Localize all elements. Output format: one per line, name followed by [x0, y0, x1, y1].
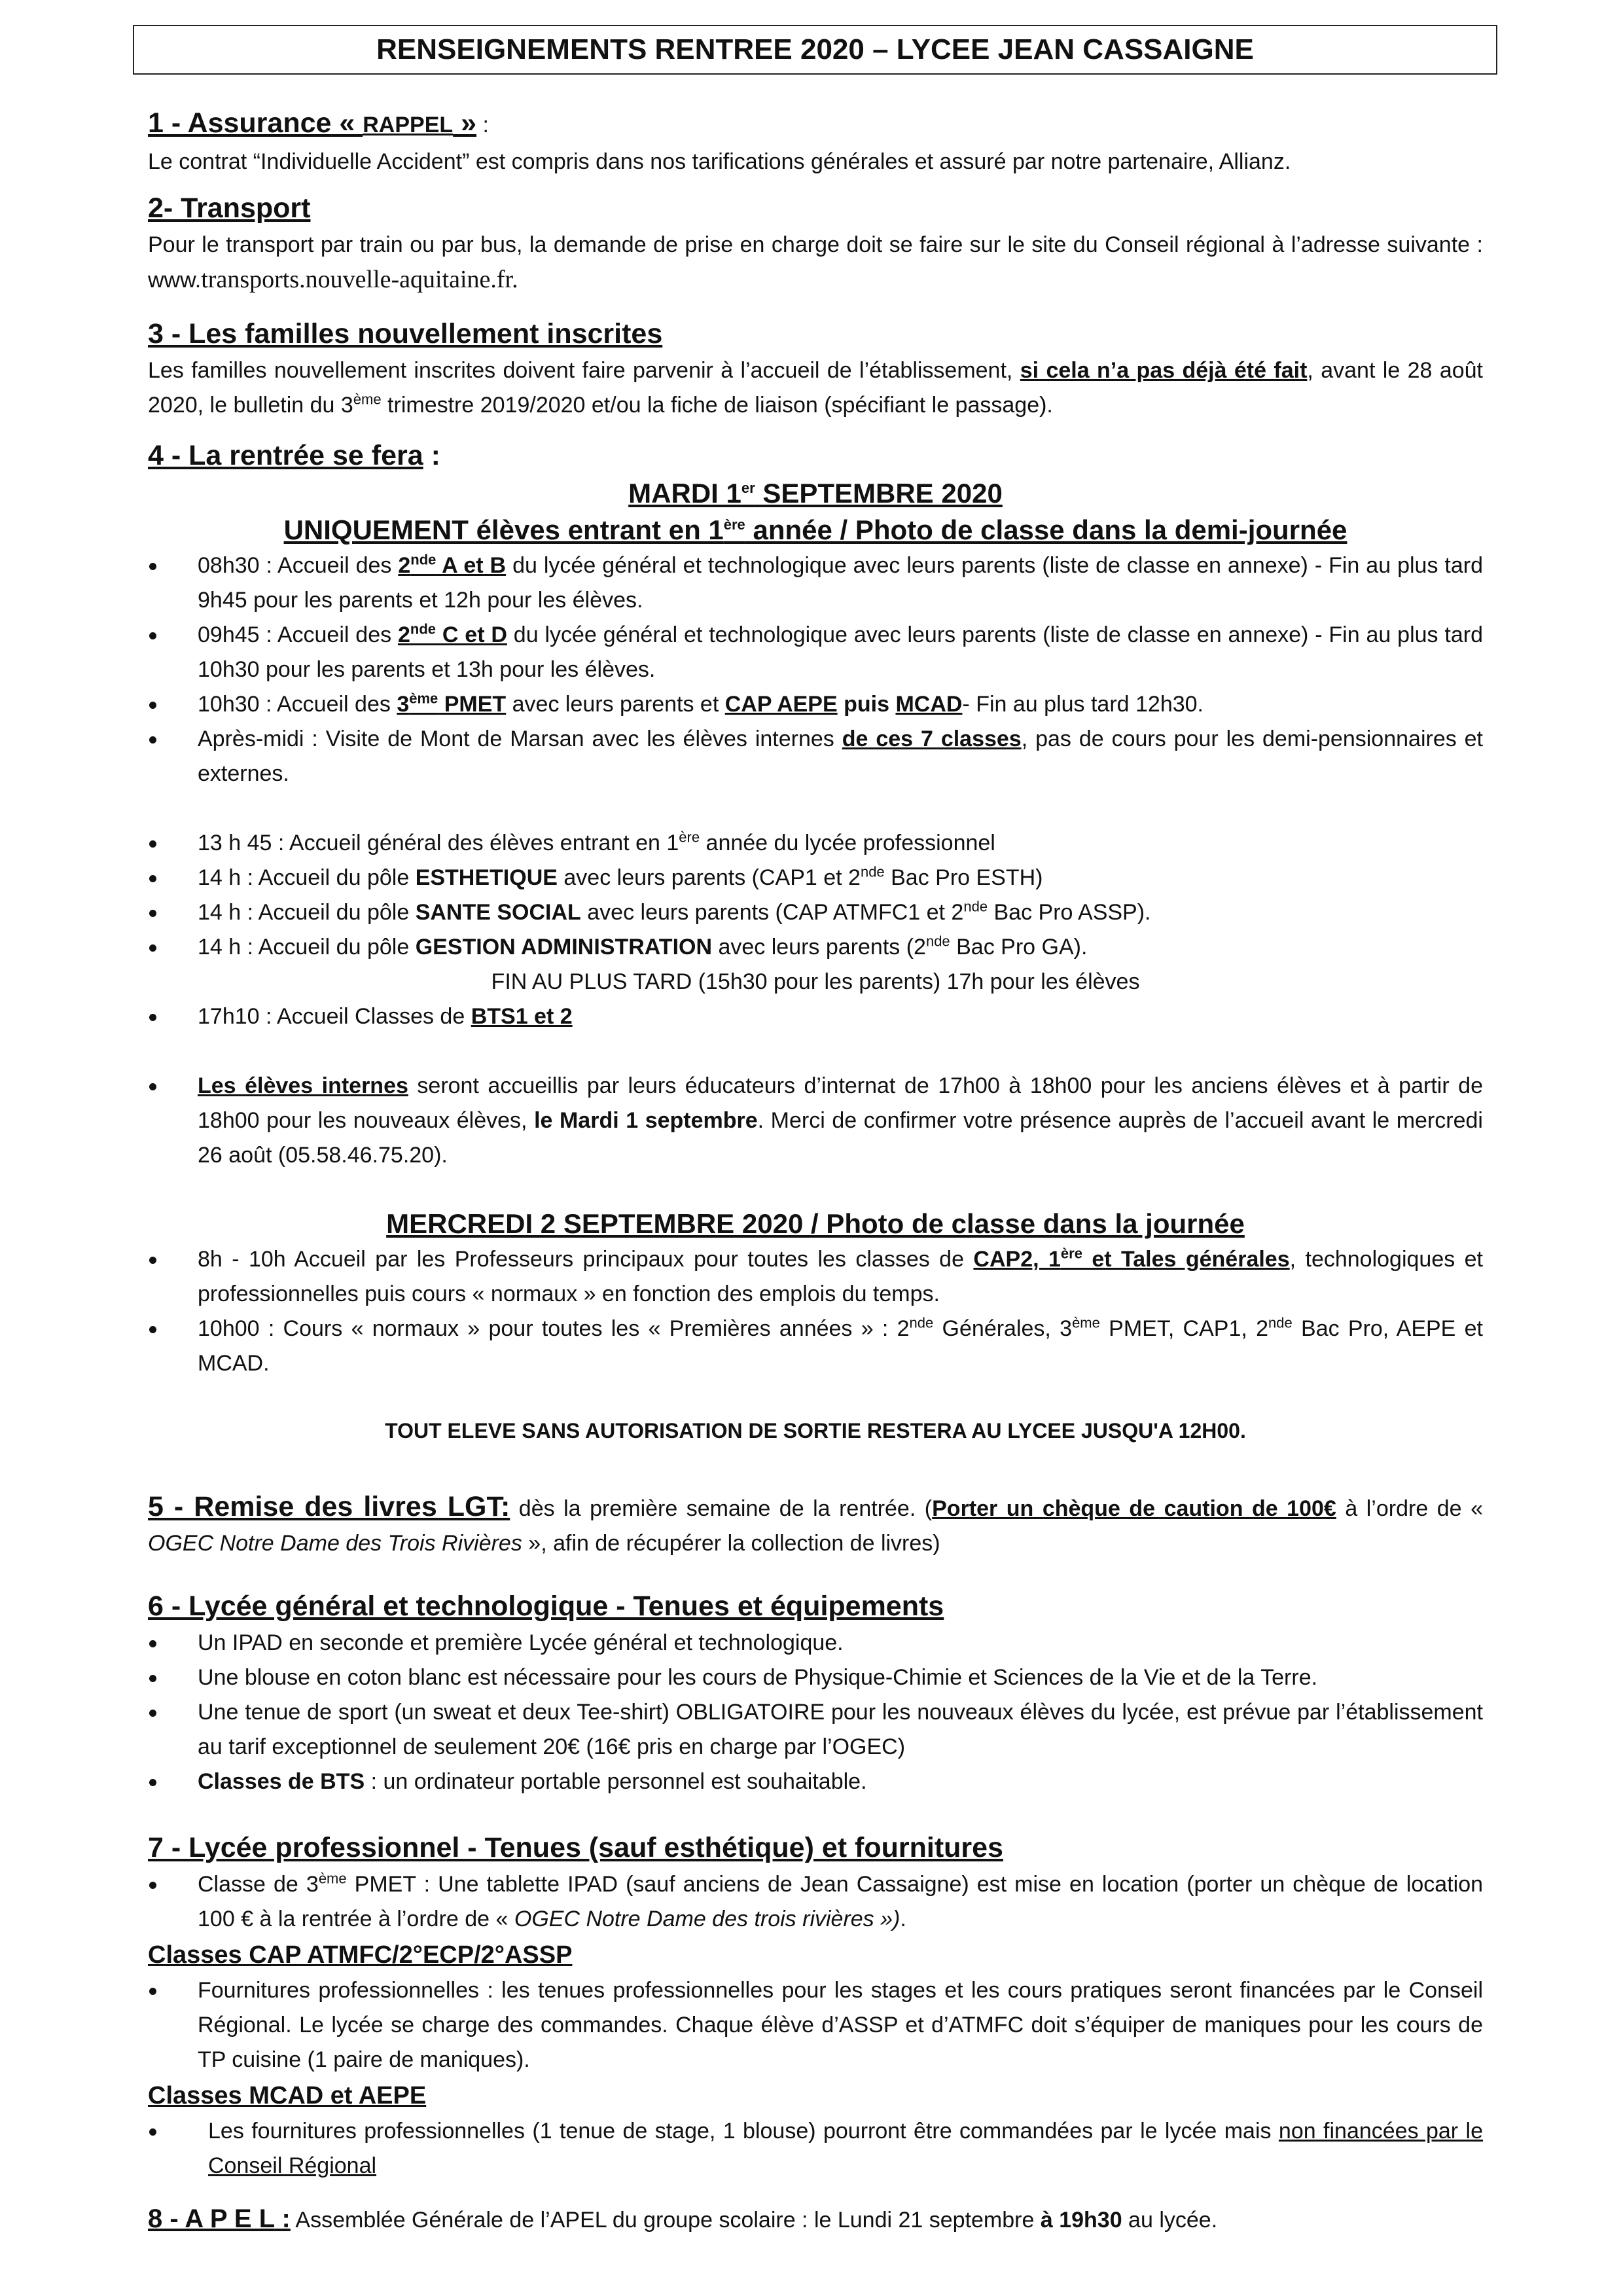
bullet-icon: [149, 910, 156, 917]
bullet-icon: [149, 840, 156, 848]
section-assurance: 1 - Assurance « RAPPEL » : Le contrat “Individuelle Accident” est compris dans nos tarifications générales et assuré par notre partenaire, Allianz.: [148, 103, 1483, 179]
section-rentree: 4 - La rentrée se fera : MARDI 1er SEPTEMBRE 2020 UNIQUEMENT élèves entrant en 1ère année / Photo de classe dans la demi-journée 08h30 : Accueil des 2nde A et B du lycée général et technologique avec leurs parents (liste de classe en annexe) - Fin au plus tard 9h45 pour les parents et 12h pour les élèves. 09h45 : Accueil des 2nde C et D du lycée général et technologique avec leurs parents (liste de classe en annexe) - Fin au plus tard 10h30 pour les parents et 13h pour les élèves. 10h30 : Accueil des 3ème PMET avec leurs parents et CAP AEPE puis MCAD- Fin au plus tard 12h30. Après-midi : Visite de Mont de Marsan avec les élèves internes de ces 7 classes, pas de cours pour les demi-pensionnaires et externes. 13 h 45 : Accueil général des élèves entrant en 1ère année du lycée professionnel 14 h : Accueil du pôle ESTHETIQUE avec leurs parents (CAP1 et 2nde Bac Pro ESTH) 14 h : Accueil du pôle SANTE SOCIAL avec leurs parents (CAP ATMFC1 et 2nde Bac Pro ASSP). 14 h : Accueil du pôle GESTION ADMINISTRATION avec leurs parents (2nde Bac Pro GA). FIN AU PLUS TARD (15h30 pour les parents) 17h pour les élèves 17h10 : Accueil Classes de BTS1 et 2 Les élèves internes seront accueillis par leurs éducateurs d’internat de 17h00 à 18h00 pour les anciens élèves et à partir de 18h00 pour les nouveaux élèves, le Mardi 1 septembre. Merci de confirmer votre présence auprès de l’accueil avant le mercredi 26 août (05.58.46.75.20). MERCREDI 2 SEPTEMBRE 2020 / Photo de classe dans la journée 8h - 10h Accueil par les Professeurs principaux pour toutes les classes de CAP2, 1ère et Tales générales, technologiques et professionnelles puis cours « normaux » en fonction des emplois du temps. 10h00 : Cours « normaux » pour toutes les « Premières années » : 2nde Générales, 3ème PMET, CAP1, 2nde Bac Pro, AEPE et MCAD. TOUT ELEVE SANS AUTORISATION DE SORTIE RESTERA AU LYCEE JUSQU'A 12H00.: [148, 436, 1483, 1448]
rappel-label: RAPPEL: [363, 113, 454, 137]
section-heading: 3 - Les familles nouvellement inscrites: [148, 318, 663, 350]
list-item: 10h30 : Accueil des 3ème PMET avec leurs parents et CAP AEPE puis MCAD- Fin au plus tard 12h30.: [148, 687, 1483, 722]
list-item: Une tenue de sport (un sweat et deux Tee-shirt) OBLIGATOIRE pour les nouveaux élèves du lycée, est prévue par l’établissement au tarif exceptionnel de seulement 20€ (16€ pris en charge par l’OGEC): [148, 1695, 1483, 1765]
list-item: 08h30 : Accueil des 2nde A et B du lycée général et technologique avec leurs parents (liste de classe en annexe) - Fin au plus tard 9h45 pour les parents et 12h pour les élèves.: [148, 548, 1483, 618]
mcad-list: [148, 2114, 1483, 2183]
section-apel: 8 - A P E L : Assemblée Générale de l’APEL du groupe scolaire : le Lundi 21 septembre à 19h30 au lycée.: [148, 2204, 1218, 2233]
section-lgt-equipment: [148, 1587, 1483, 1799]
fin-au-plus-tard: FIN AU PLUS TARD (15h30 pour les parents) 17h pour les élèves: [491, 969, 1140, 994]
bullet-icon: [149, 1988, 156, 1995]
bts-list: [148, 999, 1483, 1034]
section-heading: 4 - La rentrée se fera: [148, 440, 423, 471]
list-item: 8h - 10h Accueil par les Professeurs principaux pour toutes les classes de CAP2, 1ère et Tales générales, technologiques et professionnelles puis cours « normaux » en fonction des emplois du temps.: [148, 1242, 1483, 1312]
list-item: 14 h : Accueil du pôle SANTE SOCIAL avec leurs parents (CAP ATMFC1 et 2nde Bac Pro ASSP).: [148, 895, 1483, 930]
cap-list: [148, 1973, 1483, 2077]
list-item: Les fournitures professionnelles (1 tenue de stage, 1 blouse) pourront être commandées par le lycée mais non financées par le Conseil Régional: [148, 2114, 1483, 2183]
bullet-icon: [149, 1882, 156, 1889]
page-title: RENSEIGNEMENTS RENTREE 2020 – LYCEE JEAN CASSAIGNE: [133, 25, 1497, 75]
section-heading: 8 - A P E L: [148, 2204, 275, 2233]
list-item: Classe de 3ème PMET : Une tablette IPAD (sauf anciens de Jean Cassaigne) est mise en location (porter un chèque de location 100 € à la rentrée à l’ordre de « OGEC Notre Dame des trois rivières »).: [148, 1867, 1483, 1937]
transport-url: transports.nouvelle-aquitaine.fr.: [201, 266, 518, 293]
internes-list: [148, 1069, 1483, 1173]
bullet-icon: [149, 1326, 156, 1333]
bullet-icon: [149, 702, 156, 709]
lp-list: [148, 1867, 1483, 1937]
list-item: Les élèves internes seront accueillis par leurs éducateurs d’internat de 17h00 à 18h00 pour les anciens élèves et à partir de 18h00 pour les nouveaux élèves, le Mardi 1 septembre. Merci de confirmer votre présence auprès de l’accueil avant le mercredi 26 août (05.58.46.75.20).: [148, 1069, 1483, 1173]
subheading-cap: Classes CAP ATMFC/2°ECP/2°ASSP: [148, 1941, 573, 1969]
bullet-icon: [149, 563, 156, 570]
bullet-icon: [149, 736, 156, 744]
section-transport: 2- Transport Pour le transport par train ou par bus, la demande de prise en charge doit se faire sur le site du Conseil régional à l’adresse suivante : www.transports.nouvelle-aquitaine.fr.: [148, 188, 1483, 298]
list-item: 14 h : Accueil du pôle ESTHETIQUE avec leurs parents (CAP1 et 2nde Bac Pro ESTH): [148, 861, 1483, 895]
day1-heading: MARDI 1er SEPTEMBRE 2020: [628, 478, 1003, 509]
list-item: Une blouse en coton blanc est nécessaire pour les cours de Physique-Chimie et Sciences de la Vie et de la Terre.: [148, 1660, 1483, 1695]
day2-heading: MERCREDI 2 SEPTEMBRE 2020 / Photo de classe dans la journée: [386, 1208, 1245, 1239]
list-item: 14 h : Accueil du pôle GESTION ADMINISTRATION avec leurs parents (2nde Bac Pro GA).: [148, 930, 1483, 965]
exit-notice: TOUT ELEVE SANS AUTORISATION DE SORTIE RESTERA AU LYCEE JUSQU'A 12H00.: [385, 1419, 1246, 1443]
list-item: 10h00 : Cours « normaux » pour toutes les « Premières années » : 2nde Générales, 3ème PMET, CAP1, 2nde Bac Pro, AEPE et MCAD.: [148, 1312, 1483, 1381]
section-heading: 1 - Assurance: [148, 107, 332, 139]
bullet-icon: [149, 1083, 156, 1090]
bullet-icon: [149, 944, 156, 952]
section-heading: 6 - Lycée général et technologique - Tenues et équipements: [148, 1590, 944, 1622]
section-text: Le contrat “Individuelle Accident” est compris dans nos tarifications générales et assuré par notre partenaire, Allianz.: [148, 149, 1291, 174]
bullet-icon: [149, 1640, 156, 1647]
list-item: Classes de BTS : un ordinateur portable personnel est souhaitable.: [148, 1765, 1483, 1799]
list-item: Après-midi : Visite de Mont de Marsan avec les élèves internes de ces 7 classes, pas de cours pour les demi-pensionnaires et externes.: [148, 722, 1483, 791]
section-heading: 5 - Remise des livres LGT:: [148, 1491, 510, 1522]
list-item: 17h10 : Accueil Classes de BTS1 et 2: [148, 999, 1483, 1034]
bullet-icon: [149, 875, 156, 882]
bullet-icon: [149, 2128, 156, 2136]
list-item: 13 h 45 : Accueil général des élèves entrant en 1ère année du lycée professionnel: [148, 826, 1483, 861]
section-livres: 5 - Remise des livres LGT: dès la première semaine de la rentrée. (Porter un chèque de caution de 100€ à l’ordre de « OGEC Notre Dame des Trois Rivières », afin de récupérer la collection de livres): [148, 1491, 1483, 1556]
section-lp-equipment: [148, 1828, 1483, 2183]
section-heading: 7 - Lycée professionnel - Tenues (sauf esthétique) et fournitures: [148, 1832, 1003, 1863]
day2-list: [148, 1242, 1483, 1381]
bullet-icon: [149, 1014, 156, 1021]
list-item: Un IPAD en seconde et première Lycée général et technologique.: [148, 1626, 1483, 1660]
day1-subheading: UNIQUEMENT élèves entrant en 1ère année / Photo de classe dans la demi-journée: [283, 514, 1347, 545]
list-item: Fournitures professionnelles : les tenues professionnelles pour les stages et les cours pratiques seront financées par le Conseil Régional. Le lycée se charge des commandes. Chaque élève d’ASSP et d’ATMFC doit s’équiper de maniques pour les cours de TP cuisine (1 paire de maniques).: [148, 1973, 1483, 2077]
bullet-icon: [149, 1779, 156, 1786]
section-heading: 2- Transport: [148, 192, 311, 224]
day1-list: [148, 548, 1483, 791]
lgt-list: [148, 1626, 1483, 1799]
afternoon-list: [148, 826, 1483, 965]
list-item: 09h45 : Accueil des 2nde C et D du lycée général et technologique avec leurs parents (liste de classe en annexe) - Fin au plus tard 10h30 pour les parents et 13h pour les élèves.: [148, 618, 1483, 687]
bullet-icon: [149, 1675, 156, 1682]
section-new-families: 3 - Les familles nouvellement inscrites Les familles nouvellement inscrites doivent faire parvenir à l’accueil de l’établissement, si cela n’a pas déjà été fait, avant le 28 août 2020, le bulletin du 3ème trimestre 2019/2020 et/ou la fiche de liaison (spécifiant le passage).: [148, 314, 1483, 423]
subheading-mcad: Classes MCAD et AEPE: [148, 2082, 427, 2109]
bullet-icon: [149, 1257, 156, 1264]
bullet-icon: [149, 1710, 156, 1717]
bullet-icon: [149, 632, 156, 639]
